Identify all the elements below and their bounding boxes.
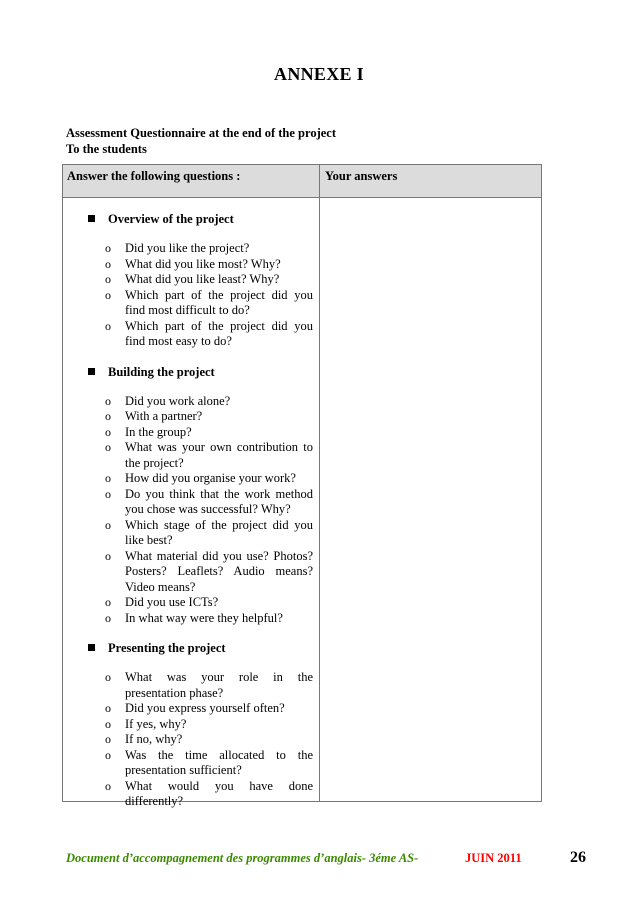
question-text: Which stage of the project did you like best? (125, 517, 313, 547)
circle-bullet-icon: o (105, 595, 111, 609)
section-heading (63, 364, 319, 380)
page-title: ANNEXE I (274, 64, 364, 84)
question-text: Did you like the project? (125, 241, 250, 255)
intro-line-2: To the students (66, 142, 147, 156)
circle-bullet-icon: o (105, 778, 111, 793)
circle-bullet-icon: o (105, 241, 111, 255)
circle-bullet-icon: o (105, 747, 111, 762)
circle-bullet-icon: o (105, 732, 111, 746)
circle-bullet-icon: o (105, 610, 111, 625)
question-text: Did you work alone? (125, 393, 231, 408)
question-item (63, 611, 319, 627)
column-divider (319, 165, 320, 801)
circle-bullet-icon: o (105, 393, 111, 408)
question-item (63, 409, 319, 425)
question-item (63, 595, 319, 611)
section-heading (63, 211, 319, 227)
section-heading-text: Building the project (108, 364, 215, 379)
footer-document: Document d’accompagnement des programmes d’anglais- 3éme AS- (66, 851, 419, 865)
question-item (63, 518, 319, 549)
question-item (63, 394, 319, 410)
question-item (63, 670, 319, 701)
question-item (63, 549, 319, 596)
section (63, 364, 319, 627)
question-item (63, 272, 319, 288)
circle-bullet-icon: o (105, 486, 111, 501)
question-item (63, 748, 319, 779)
circle-bullet-icon: o (105, 716, 111, 731)
question-item (63, 779, 319, 810)
question-item (63, 471, 319, 487)
circle-bullet-icon: o (105, 424, 111, 439)
question-text: How did you organise your work? (125, 471, 296, 485)
question-text: Which part of the project did you find most easy to do? (125, 318, 313, 348)
question-text: In what way were they helpful? (125, 610, 283, 625)
intro-line-1: Assessment Questionnaire at the end of the project (66, 126, 337, 140)
question-item (63, 257, 319, 273)
circle-bullet-icon: o (105, 701, 111, 715)
section (63, 640, 319, 810)
circle-bullet-icon: o (105, 318, 111, 333)
question-text: What did you like least? Why? (125, 272, 280, 286)
question-text: If yes, why? (125, 716, 187, 731)
question-item (63, 319, 319, 350)
question-text: What did you like most? Why? (125, 256, 281, 271)
question-text: What was your own contribution to the project? (125, 440, 313, 470)
questions-column (63, 198, 319, 824)
question-item (63, 440, 319, 471)
circle-bullet-icon: o (105, 440, 111, 454)
section-heading-text: Overview of the project (108, 212, 234, 226)
circle-bullet-icon: o (105, 409, 111, 423)
page-number: 26 (570, 849, 586, 866)
footer-date: JUIN 2011 (465, 851, 522, 865)
question-item (63, 288, 319, 319)
question-item (63, 701, 319, 717)
section (63, 211, 319, 350)
question-text: Which part of the project did you find most difficult to do? (125, 287, 313, 317)
question-text: Was the time allocated to the presentation sufficient? (125, 747, 313, 777)
questionnaire-table (62, 164, 542, 808)
question-text: If no, why? (125, 732, 183, 746)
circle-bullet-icon: o (105, 256, 111, 271)
circle-bullet-icon: o (105, 670, 111, 684)
circle-bullet-icon: o (105, 272, 111, 286)
circle-bullet-icon: o (105, 287, 111, 302)
table-header (63, 165, 541, 198)
intro (66, 125, 336, 157)
square-bullet-icon (88, 368, 95, 375)
question-text: With a partner? (125, 409, 203, 423)
header-questions: Answer the following questions : (67, 169, 241, 183)
question-item (63, 241, 319, 257)
question-text: Do you think that the work method you chose was successful? Why? (125, 486, 313, 516)
question-item (63, 487, 319, 518)
question-text: What material did you use? Photos? Posters? Leaflets? Audio means? Video means? (125, 548, 313, 594)
circle-bullet-icon: o (105, 548, 111, 563)
square-bullet-icon (88, 644, 95, 651)
question-text: In the group? (125, 424, 192, 439)
question-item (63, 732, 319, 748)
section-heading (63, 640, 319, 656)
circle-bullet-icon: o (105, 471, 111, 485)
question-text: Did you express yourself often? (125, 701, 285, 715)
question-item (63, 717, 319, 733)
question-item (63, 425, 319, 441)
header-answers: Your answers (325, 169, 398, 183)
question-text: What was your role in the presentation phase? (125, 670, 313, 700)
circle-bullet-icon: o (105, 517, 111, 532)
question-text: Did you use ICTs? (125, 595, 219, 609)
square-bullet-icon (88, 215, 95, 222)
section-heading-text: Presenting the project (108, 641, 226, 655)
question-text: What would you have done differently? (125, 778, 313, 808)
